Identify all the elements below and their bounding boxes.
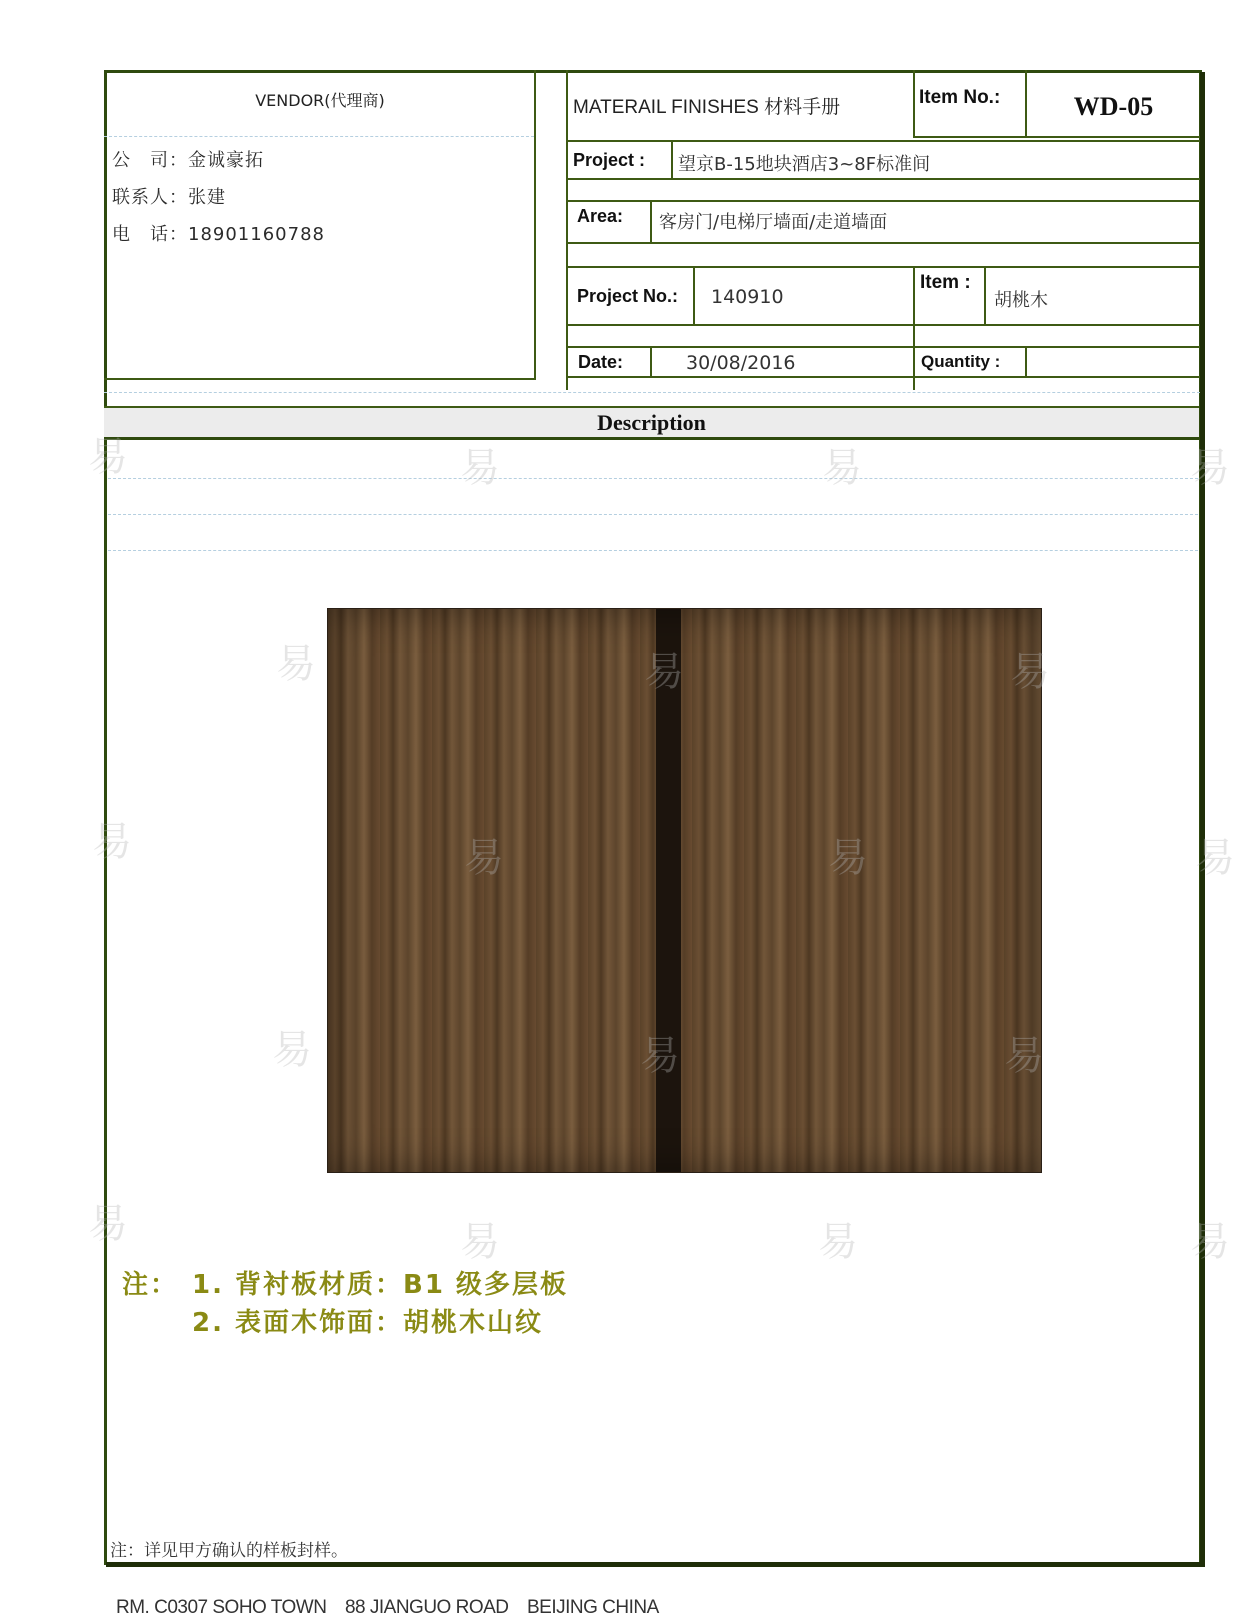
divider [1025, 136, 1200, 138]
frame-shadow-bottom [106, 1562, 1205, 1567]
project-value: 望京B-15地块酒店3~8F标准间 [678, 154, 931, 175]
watermark: 易 [822, 445, 862, 491]
divider [566, 376, 1200, 378]
divider [566, 266, 1200, 268]
item-label: Item : [920, 272, 971, 293]
watermark: 易 [464, 835, 504, 881]
divider [108, 478, 1198, 479]
footnote: 注：详见甲方确认的样板封样。 [110, 1541, 348, 1561]
divider [566, 70, 568, 390]
divider [913, 266, 915, 390]
vendor-title: VENDOR(代理商) [255, 91, 385, 110]
watermark: 易 [272, 1027, 312, 1073]
watermark: 易 [1195, 835, 1235, 881]
notes-prefix: 注： [122, 1270, 179, 1300]
divider [566, 242, 1200, 244]
item-no-value: WD-05 [1073, 92, 1154, 121]
note-1: 1. 背衬板材质：B1 级多层板 [192, 1270, 568, 1300]
quantity-label: Quantity : [921, 352, 1001, 371]
divider [913, 136, 1025, 138]
walnut-sample-image [327, 608, 1042, 1173]
divider [104, 136, 534, 137]
area-value: 客房门/电梯厅墙面/走道墙面 [659, 212, 888, 233]
watermark: 易 [818, 1219, 858, 1265]
divider [104, 392, 1200, 393]
divider [650, 200, 652, 244]
vendor-company: 公 司：金诚豪拓 [112, 150, 264, 171]
divider [671, 140, 673, 180]
watermark: 易 [276, 641, 316, 687]
date-value: 30/08/2016 [686, 352, 796, 374]
description-title: Description [597, 410, 706, 435]
watermark: 易 [88, 1201, 128, 1247]
divider [984, 266, 986, 326]
item-value: 胡桃木 [994, 290, 1048, 311]
watermark: 易 [460, 1219, 500, 1265]
watermark: 易 [460, 445, 500, 491]
watermark: 易 [1190, 1219, 1230, 1265]
divider [566, 346, 1200, 348]
doc-title: MATERAIL FINISHES 材料手册 [573, 97, 841, 118]
project-no-value: 140910 [711, 286, 784, 308]
note-2: 2. 表面木饰面：胡桃木山纹 [192, 1308, 544, 1338]
watermark: 易 [1190, 445, 1230, 491]
project-no-label: Project No.: [577, 286, 679, 306]
divider [566, 324, 1200, 326]
area-label: Area: [577, 206, 624, 226]
divider [566, 140, 1200, 142]
project-label: Project : [573, 150, 646, 170]
divider [566, 178, 1200, 180]
watermark: 易 [828, 835, 868, 881]
frame-shadow-right [1200, 72, 1205, 1567]
divider [913, 70, 915, 138]
divider [1025, 346, 1027, 376]
vendor-contact: 联系人：张建 [112, 187, 226, 208]
divider [108, 550, 1198, 551]
watermark: 易 [88, 434, 128, 480]
watermark: 易 [1004, 1033, 1044, 1079]
watermark: 易 [644, 649, 684, 695]
divider [108, 514, 1198, 515]
watermark: 易 [92, 819, 132, 865]
divider [566, 200, 1200, 202]
watermark: 易 [1010, 649, 1050, 695]
watermark: 易 [640, 1033, 680, 1079]
divider [693, 266, 695, 326]
date-label: Date: [578, 352, 624, 372]
divider [650, 346, 652, 376]
footer-address: RM. C0307 SOHO TOWN 88 JIANGUO ROAD BEIJING CHINA [116, 1597, 659, 1618]
vendor-phone: 电 话：18901160788 [112, 224, 325, 245]
item-no-label: Item No.: [919, 88, 1001, 108]
